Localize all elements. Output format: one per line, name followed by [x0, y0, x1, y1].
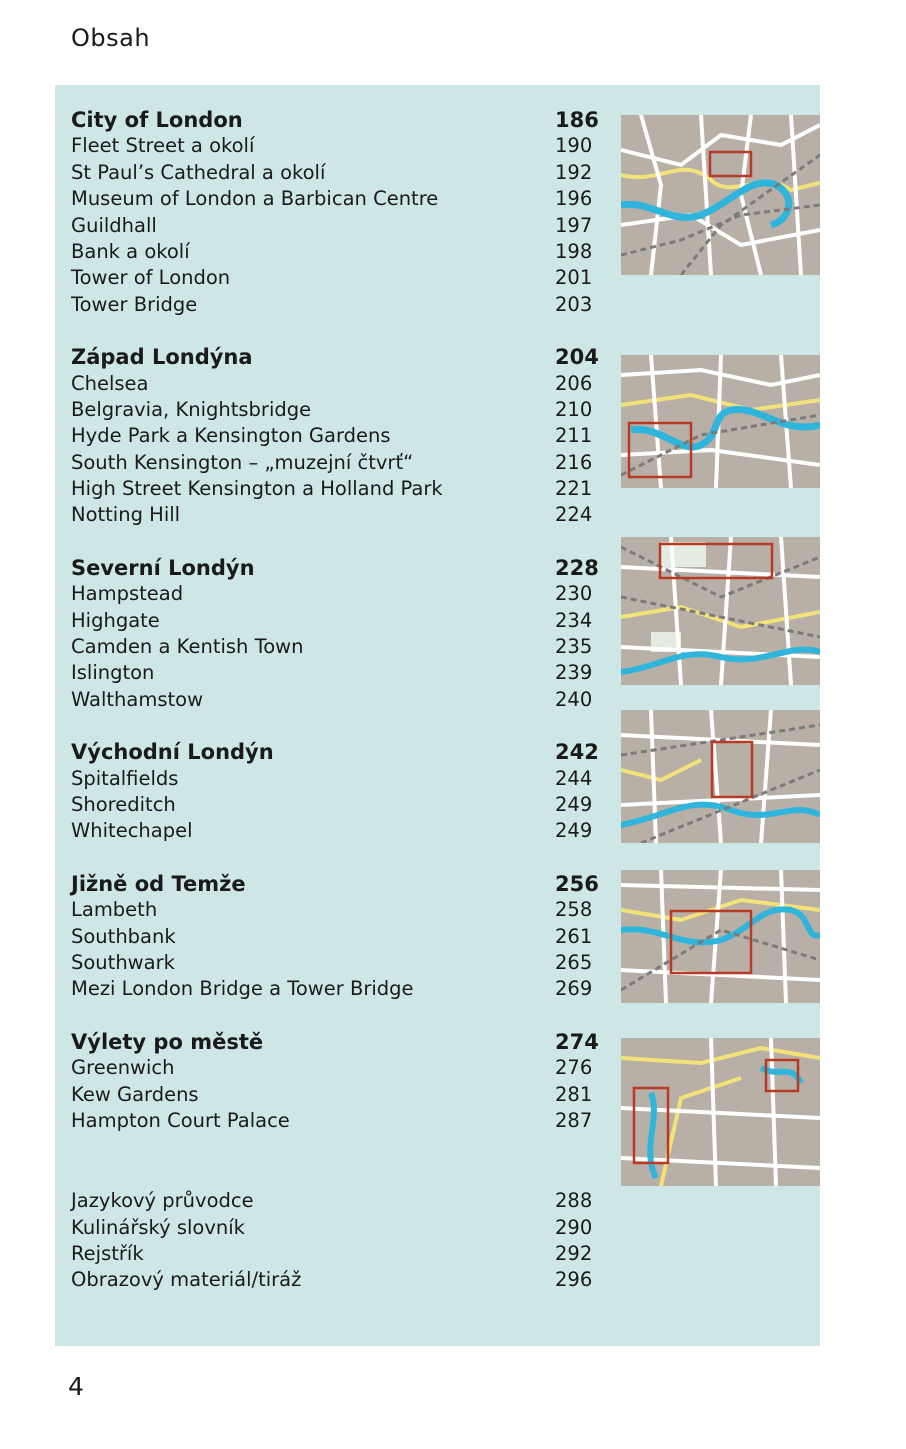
city-of-london-map-icon — [621, 115, 820, 275]
entry-label: Museum of London a Barbican Centre — [71, 187, 439, 211]
entry-label: Bank a okolí — [71, 239, 190, 263]
table-of-contents — [71, 107, 599, 1294]
entry-label: Tower of London — [71, 266, 231, 290]
toc-entry[interactable] — [71, 1108, 591, 1134]
entry-page: 244 — [555, 766, 593, 790]
toc-entry[interactable] — [71, 160, 591, 186]
section-page: 274 — [555, 1029, 599, 1054]
toc-entry[interactable] — [71, 1082, 591, 1108]
entry-label: Camden a Kentish Town — [71, 635, 304, 659]
south-of-thames-map-icon — [621, 870, 820, 1003]
section-page: 256 — [555, 871, 599, 896]
entry-label: Hampstead — [71, 582, 184, 606]
section-title: Západ Londýna — [71, 345, 253, 370]
section-page: 242 — [555, 740, 599, 765]
north-london-map-icon — [621, 537, 820, 685]
entry-label: Kulinářský slovník — [71, 1215, 245, 1239]
toc-entry[interactable] — [71, 660, 591, 686]
entry-page: 224 — [555, 503, 593, 527]
entry-label: Whitechapel — [71, 819, 193, 843]
toc-entry[interactable] — [71, 423, 591, 449]
entry-page: 198 — [555, 239, 593, 263]
entry-page: 196 — [555, 187, 593, 211]
entry-label: Belgravia, Knightsbridge — [71, 397, 312, 421]
toc-entry[interactable] — [71, 371, 591, 397]
entry-label: Lambeth — [71, 898, 158, 922]
toc-entry[interactable] — [71, 687, 591, 713]
section-heading[interactable] — [71, 555, 599, 581]
entry-page: 276 — [555, 1056, 593, 1080]
entry-label: Islington — [71, 661, 155, 685]
toc-section — [71, 344, 599, 529]
page-number: 4 — [68, 1372, 84, 1401]
section-title: Východní Londýn — [71, 740, 274, 765]
entry-label: South Kensington – „muzejní čtvrť“ — [71, 450, 414, 474]
toc-entry[interactable] — [71, 634, 591, 660]
entry-page: 201 — [555, 266, 593, 290]
entry-label: Greenwich — [71, 1056, 175, 1080]
entry-page: 210 — [555, 397, 593, 421]
toc-entry[interactable] — [71, 818, 591, 844]
entry-label: Kew Gardens — [71, 1082, 199, 1106]
entry-page: 216 — [555, 450, 593, 474]
entry-page: 211 — [555, 424, 593, 448]
entry-label: High Street Kensington a Holland Park — [71, 477, 443, 501]
entry-label: Southbank — [71, 924, 176, 948]
toc-entry[interactable] — [71, 1188, 591, 1214]
toc-entry[interactable] — [71, 450, 591, 476]
toc-entry[interactable] — [71, 976, 591, 1002]
west-london-map-icon — [621, 355, 820, 488]
toc-entry[interactable] — [71, 213, 591, 239]
section-page: 228 — [555, 555, 599, 580]
section-page: 204 — [555, 345, 599, 370]
toc-entry[interactable] — [71, 476, 591, 502]
entry-label: Fleet Street a okolí — [71, 134, 255, 158]
entry-page: 296 — [555, 1268, 593, 1292]
toc-entry[interactable] — [71, 265, 591, 291]
east-london-map-icon — [621, 710, 820, 843]
entry-page: 203 — [555, 292, 593, 316]
toc-entry[interactable] — [71, 133, 591, 159]
entry-page: 221 — [555, 477, 593, 501]
entry-page: 239 — [555, 661, 593, 685]
entry-page: 269 — [555, 977, 593, 1001]
entry-label: Jazykový průvodce — [71, 1189, 254, 1213]
back-matter — [71, 1188, 591, 1294]
section-heading[interactable] — [71, 871, 599, 897]
toc-entry[interactable] — [71, 581, 591, 607]
toc-section — [71, 555, 599, 713]
entry-page: 287 — [555, 1108, 593, 1132]
page-title: Obsah — [71, 24, 151, 52]
entry-page: 234 — [555, 608, 593, 632]
entry-page: 288 — [555, 1189, 593, 1213]
toc-entry[interactable] — [71, 950, 591, 976]
entry-label: Mezi London Bridge a Tower Bridge — [71, 977, 414, 1001]
entry-page: 206 — [555, 371, 593, 395]
entry-page: 281 — [555, 1082, 593, 1106]
entry-label: St Paul’s Cathedral a okolí — [71, 160, 326, 184]
section-title: City of London — [71, 108, 243, 132]
entry-page: 265 — [555, 950, 593, 974]
excursions-map-icon — [621, 1038, 820, 1186]
entry-label: Shoreditch — [71, 792, 176, 816]
entry-page: 240 — [555, 687, 593, 711]
section-page: 186 — [555, 108, 599, 132]
section-title: Jižně od Temže — [71, 871, 246, 896]
entry-label: Obrazový materiál/tiráž — [71, 1268, 302, 1292]
entry-label: Guildhall — [71, 213, 157, 237]
toc-entry[interactable] — [71, 186, 591, 212]
entry-label: Walthamstow — [71, 687, 204, 711]
entry-page: 190 — [555, 134, 593, 158]
entry-label: Hampton Court Palace — [71, 1108, 290, 1132]
entry-page: 261 — [555, 924, 593, 948]
entry-page: 290 — [555, 1215, 593, 1239]
entry-page: 235 — [555, 635, 593, 659]
section-heading[interactable] — [71, 107, 599, 133]
toc-entry[interactable] — [71, 397, 591, 423]
entry-page: 230 — [555, 582, 593, 606]
entry-label: Southwark — [71, 950, 175, 974]
section-title: Výlety po městě — [71, 1029, 264, 1054]
entry-page: 258 — [555, 898, 593, 922]
toc-section — [71, 1029, 599, 1135]
toc-entry[interactable] — [71, 239, 591, 265]
toc-entry[interactable] — [71, 502, 591, 528]
toc-entry[interactable] — [71, 1267, 591, 1293]
section-heading[interactable] — [71, 344, 599, 370]
section-heading[interactable] — [71, 739, 599, 765]
toc-entry[interactable] — [71, 792, 591, 818]
entry-label: Tower Bridge — [71, 292, 198, 316]
toc-section — [71, 739, 599, 845]
entry-label: Spitalfields — [71, 766, 179, 790]
toc-entry[interactable] — [71, 924, 591, 950]
section-title: Severní Londýn — [71, 555, 255, 580]
entry-label: Highgate — [71, 608, 160, 632]
entry-page: 249 — [555, 819, 593, 843]
toc-entry[interactable] — [71, 292, 591, 318]
toc-entry[interactable] — [71, 897, 591, 923]
entry-page: 192 — [555, 160, 593, 184]
toc-entry[interactable] — [71, 1055, 591, 1081]
toc-entry[interactable] — [71, 766, 591, 792]
toc-entry[interactable] — [71, 1215, 591, 1241]
entry-label: Notting Hill — [71, 503, 181, 527]
toc-section — [71, 107, 599, 318]
toc-entry[interactable] — [71, 608, 591, 634]
entry-label: Hyde Park a Kensington Gardens — [71, 424, 391, 448]
entry-page: 292 — [555, 1242, 593, 1266]
toc-entry[interactable] — [71, 1241, 591, 1267]
section-heading[interactable] — [71, 1029, 599, 1055]
entry-label: Rejstřík — [71, 1242, 144, 1266]
toc-section — [71, 871, 599, 1003]
entry-page: 197 — [555, 213, 593, 237]
entry-page: 249 — [555, 792, 593, 816]
entry-label: Chelsea — [71, 371, 149, 395]
